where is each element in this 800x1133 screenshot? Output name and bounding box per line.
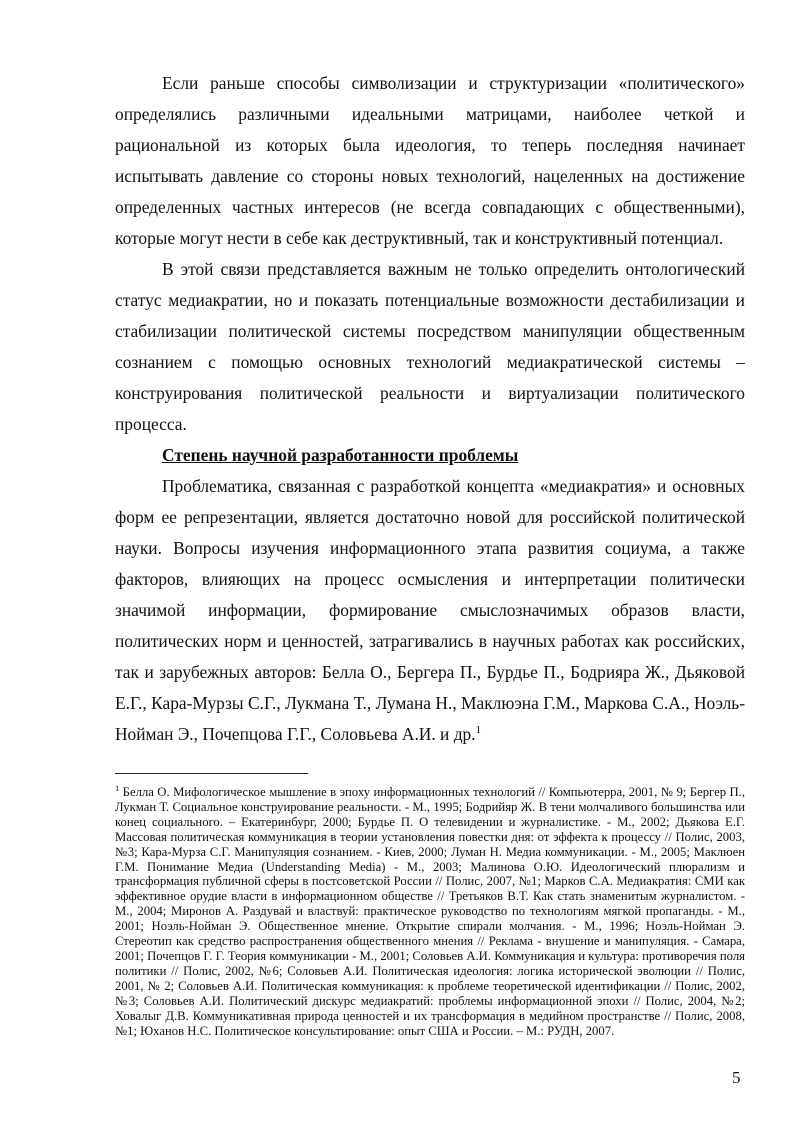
body-paragraph-1: Если раньше способы символизации и структуризации «политического» определялись различными идеальными матрицами, наиболее четкой и рациональной из которых была идеология, то теперь последняя начинает испытывать давление со стороны новых технологий, нацеленных на достижение определенных частных интересов (не всегда совпадающих с общественными), которые могут нести в себе как деструктивный, так и конструктивный потенциал. [115, 73, 745, 248]
page-number: 5 [732, 1068, 741, 1087]
section-paragraph [115, 471, 745, 750]
footnote-mark: 1 [115, 782, 120, 793]
footnote-separator [115, 773, 308, 774]
page-body [115, 68, 745, 1038]
section-heading: Степень научной разработанности проблемы [162, 445, 519, 465]
footnote-reference[interactable]: 1 [475, 724, 482, 737]
footnote [115, 782, 745, 1038]
footnote-text: Белла О. Мифологическое мышление в эпоху информационных технологий // Компьютерра, 2001, № 9; Бергер П., Лукман Т. Социальное конструирование реальности. - М., 1995; Бодрийяр Ж. В тени молчаливого большинства или конец социального. – Екатеринбург, 2000; Бурдье П. О телевидении и журналистике. - М., 2002; Дьякова Е.Г. Массовая политическая коммуникация в теории установления повестки дня: от эффекта к процессу // Полис, 2003, №3; Кара-Мурза С.Г. Манипуляция сознанием. - Киев, 2000; Луман Н. Медиа коммуникации. - М., 2005; Маклюен Г.М. Понимание Медиа (Understanding Media) - М., 2003; Малинова О.Ю. Идеологический плюрализм и трансформация публичной сферы в постсоветской России // Полис, 2007, №1; Марков С.А. Медиакратия: СМИ как эффективное орудие власти в информационном обществе // Третьяков В.Т. Как стать знаменитым журналистом. - М., 2004; Миронов А. Раздувай и властвуй: практическое руководство по технологиям мягкой пропаганды. - М., 2001; Ноэль-Нойман Э. Общественное мнение. Открытие спирали молчания. - М., 1996; Ноэль-Нойман Э. Стереотип как средство распространения общественного мнения // Реклама - внушение и манипуляция. - Самара, 2001; Почепцов Г. Г. Теория коммуникации - М., 2001; Соловьев А.И. Коммуникация и культура: противоречия поля политики // Полис, 2002, №6; Соловьев А.И. Политическая идеология: логика исторической эволюции // Полис, 2001, № 2; Соловьев А.И. Политическая коммуникация: к проблеме теоретической идентификации // Полис, 2002, №3; Соловьев А.И. Политический дискурс медиакратий: проблемы информационной эпохи // Полис, 2004, №2; Ховалыг Д.В. Коммуникативная природа ценностей и их трансформация в медийном пространстве // Полис, 2008, №1; Юханов Н.С. Политическое консультирование: опыт США и России. – М.: РУДН, 2007. [115, 785, 745, 1038]
body-paragraph-2: В этой связи представляется важным не только определить онтологический статус медиакратии, но и показать потенциальные возможности дестабилизации и стабилизации политической системы посредством манипуляции общественным сознанием с помощью основных технологий медиакратической системы – конструирования политической реальности и виртуализации политического процесса. [115, 259, 745, 434]
section-paragraph-text: Проблематика, связанная с разработкой концепта «медиакратия» и основных форм ее репрезентации, является достаточно новой для российской политической науки. Вопросы изучения информационного этапа развития социума, а также факторов, влияющих на процесс осмысления и интерпретации политически значимой информации, формирование смыслозначимых образов власти, политических норм и ценностей, затрагивались в научных работах как российских, так и зарубежных авторов: Белла О., Бергера П., Бурдье П., Бодрияра Ж., Дьяковой Е.Г., Кара-Мурзы С.Г., Лукмана Т., Лумана Н., Маклюэна Г.М., Маркова С.А., Ноэль-Нойман Э., Почепцова Г.Г., Соловьева А.И. и др. [115, 476, 745, 744]
